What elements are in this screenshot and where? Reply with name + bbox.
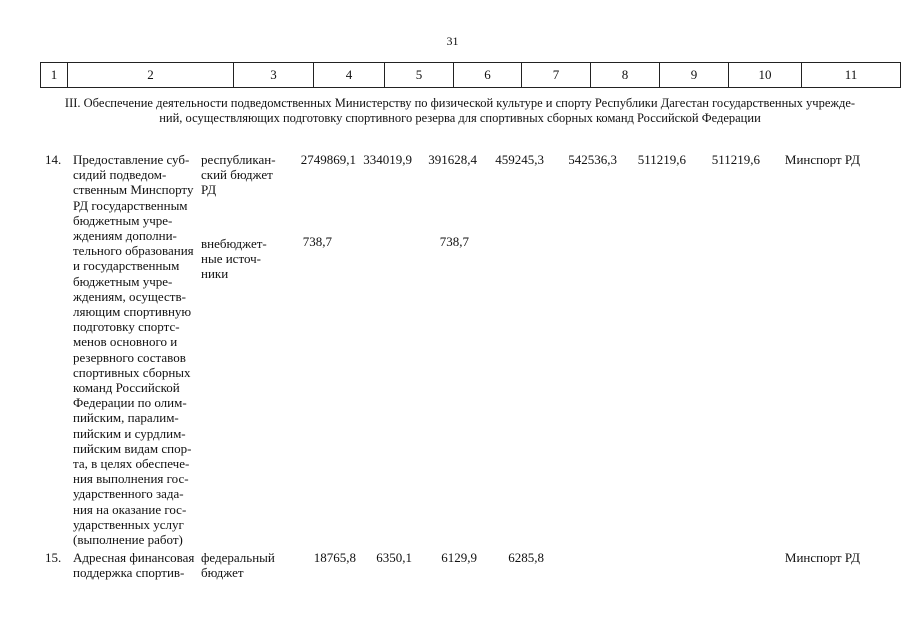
description-line: сидий подведом- (73, 167, 167, 183)
description-line: ния выполнения гос- (73, 471, 189, 487)
description-line: ударственных услуг (73, 516, 184, 532)
column-header: 9 (660, 63, 729, 88)
row-description (73, 550, 195, 580)
description-line: резервного составов (73, 349, 186, 365)
description-line: Предоставление суб- (73, 152, 190, 167)
funding-source-line: республикан- (201, 152, 276, 167)
description-line: тельного образования (73, 243, 194, 259)
funding-source (201, 236, 281, 282)
column-header: 2 (68, 63, 234, 88)
description-line: ния на оказание гос- (73, 501, 187, 517)
section-title-line: III. Обеспечение деятельности подведомственных Министерству по физической культуре и спорту Республики Дагестан государственных учрежде- (64, 96, 856, 110)
funding-source-line: внебюджет- (201, 236, 267, 251)
description-line: подготовку спортс- (73, 319, 180, 335)
column-header: 8 (591, 63, 660, 88)
value-year: 459245,3 (495, 152, 544, 167)
funding-source (201, 550, 281, 580)
section-title (60, 96, 860, 126)
executor: Минспорт РД (784, 152, 860, 167)
value-year: 334019,9 (363, 152, 412, 167)
column-header: 11 (802, 63, 901, 88)
row-description (73, 152, 195, 547)
description-line: ственным Минспорту (73, 182, 194, 198)
column-header: 4 (314, 63, 385, 88)
description-line: спортивных сборных (73, 364, 191, 380)
description-line: бюджетным учре- (73, 212, 173, 228)
description-line: команд Российской (73, 380, 180, 396)
description-line: пийским, паралим- (73, 410, 179, 426)
description-line: ляющим спортивную (73, 304, 192, 320)
description-line: бюджетным учре- (73, 273, 173, 289)
description-line: поддержка спортив- (73, 565, 185, 581)
description-line: ждениям, осуществ- (73, 288, 186, 304)
description-line: ждениям дополни- (73, 228, 177, 244)
value-total: 738,7 (302, 234, 332, 249)
section-title-line: ний, осуществляющих подготовку спортивного резерва для спортивных сборных команд Российской Федерации (159, 111, 761, 125)
row-number: 14. (45, 152, 62, 167)
column-header: 6 (454, 63, 522, 88)
description-line: ударственного зада- (73, 486, 184, 502)
description-line: Федерации по олим- (73, 395, 187, 411)
value-year: 511219,6 (637, 152, 686, 167)
funding-source-line: ский бюджет (201, 167, 273, 183)
value-total: 18765,8 (313, 550, 356, 565)
page-number: 31 (446, 34, 459, 48)
description-line: (выполнение работ) (73, 532, 183, 548)
value-year: 511219,6 (711, 152, 760, 167)
column-header: 7 (522, 63, 591, 88)
value-year: 6285,8 (508, 550, 544, 565)
description-line: пийским видам спор- (73, 440, 192, 456)
description-line: Адресная финансовая (73, 550, 195, 565)
description-line: менов основного и (73, 334, 178, 350)
executor: Минспорт РД (784, 550, 860, 565)
funding-source-line: РД (201, 182, 217, 198)
description-line: пийским и сурдлим- (73, 425, 186, 441)
funding-source-line: федеральный (201, 550, 275, 565)
funding-source-line: бюджет (201, 565, 244, 581)
column-header: 10 (729, 63, 802, 88)
column-header: 5 (385, 63, 454, 88)
funding-source-line: ники (201, 266, 229, 282)
value-year: 542536,3 (568, 152, 617, 167)
column-header: 3 (234, 63, 314, 88)
value-year: 391628,4 (428, 152, 477, 167)
row-number: 15. (45, 550, 62, 565)
funding-source-line: ные источ- (201, 251, 261, 267)
description-line: и государственным (73, 258, 180, 274)
value-year: 6350,1 (376, 550, 412, 565)
funding-source (201, 152, 281, 198)
value-year: 738,7 (439, 234, 469, 249)
value-total: 2749869,1 (300, 152, 356, 167)
value-year: 6129,9 (441, 550, 477, 565)
column-number-header (40, 62, 901, 88)
description-line: РД государственным (73, 197, 188, 213)
description-line: та, в целях обеспече- (73, 456, 190, 472)
column-header: 1 (41, 63, 68, 88)
